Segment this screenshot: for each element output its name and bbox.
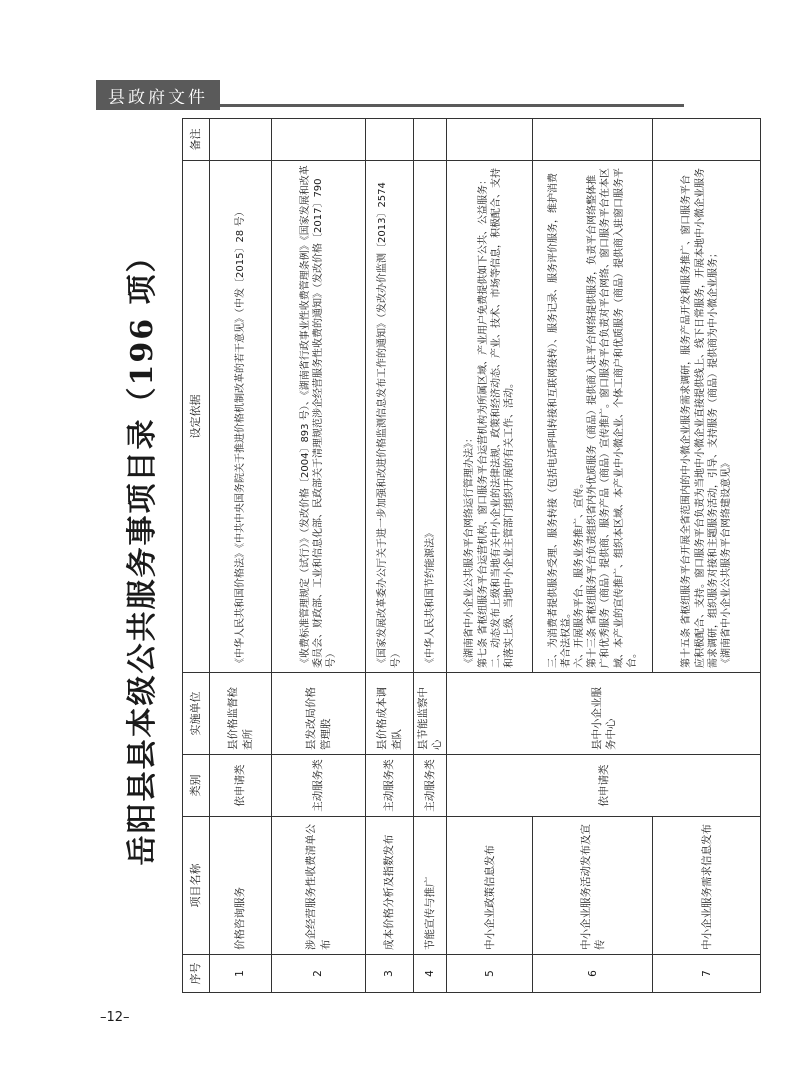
row-no: 3 (366, 955, 414, 993)
row-unit: 县中小企业服务中心 (447, 673, 761, 755)
basis-line: 《收费标准管理规定（试行）》（发改价格〔2004〕893 号）、《湖南省行政事业性收费管理条例》《国家发展和改革委员会、财政部、工业和信息化部、民政部关于清理规范涉企经营服务性收费的通知》（发改价格〔2017〕790 号） (299, 165, 338, 668)
row-remark (414, 119, 447, 161)
row-name: 成本价格分析及指数发布 (366, 817, 414, 955)
service-catalog-table (182, 118, 761, 993)
row-remark (653, 119, 761, 161)
basis-line: 《国家发展改革委办公厅关于进一步加强和改进价格监测信息发布工作的通知》（发改办价监测〔2013〕2574 号） (377, 182, 402, 668)
table-row (653, 119, 761, 993)
row-name: 中小企业服务活动发布及宣传 (533, 817, 653, 955)
col-header-basis: 设定依据 (183, 161, 210, 673)
row-category: 主动服务类 (272, 755, 366, 817)
table-row (366, 119, 414, 993)
basis-line: 《湖南省中小企业公共服务平台网络运行管理办法》： (464, 433, 476, 668)
row-basis (272, 161, 366, 673)
table-row (533, 119, 653, 993)
table-row (210, 119, 272, 993)
table-row (272, 119, 366, 993)
row-category: 主动服务类 (414, 755, 447, 817)
col-header-category: 类别 (183, 755, 210, 817)
row-remark (272, 119, 366, 161)
row-basis (447, 161, 533, 673)
table-row (414, 119, 447, 993)
table-header-row (183, 119, 210, 993)
row-no: 1 (210, 955, 272, 993)
row-remark (447, 119, 533, 161)
section-tag: 县政府文件 (96, 80, 220, 110)
row-basis (533, 161, 653, 673)
row-unit: 县价格监督检查所 (210, 673, 272, 755)
row-remark (366, 119, 414, 161)
basis-line: 二、动态发布上级和当地有关中小企业的法律法规、政策和经济动态、产业、技术、市场等信息，积极配合、支持和落实上级、当地中小企业主管部门组织开展的有关工作、活动。 (490, 168, 516, 668)
row-name: 中小企业服务需求信息发布 (653, 817, 761, 955)
row-no: 5 (447, 955, 533, 993)
row-unit: 县价格成本调查队 (366, 673, 414, 755)
basis-line: 《湖南省中小企业公共服务平台网络建设意见》 (721, 458, 733, 668)
row-no: 7 (653, 955, 761, 993)
col-header-unit: 实施单位 (183, 673, 210, 755)
row-basis (210, 161, 272, 673)
row-basis (366, 161, 414, 673)
basis-line: 《中华人民共和国价格法》《中共中央国务院关于推进价格机制改革的若干意见》（中发〔2015〕28 号） (234, 206, 246, 668)
rotated-table-page (96, 113, 733, 993)
row-unit: 县发改局价格管理股 (272, 673, 366, 755)
basis-line: 六、开展服务平台、服务业务推广、宣传。 (574, 478, 586, 668)
page-number: –12– (100, 1010, 130, 1025)
row-name: 涉企经营服务性收费清单公布 (272, 817, 366, 955)
row-remark (210, 119, 272, 161)
document-title: 岳阳县县本级公共服务事项目录（196 项） (125, 240, 160, 866)
basis-line: 第十五条 省枢纽服务平台开展全省范围内的中小微企业服务需求调研，服务产品开发和服务推广、窗口服务平台应积极配合、支持。窗口服务平台负责为当地中小微企业直接提供线上、线下日常服务，开展本地中小微企业服务需求调研，组织服务对接和主题服务活动，引导、支持服务（商品）提供商为中小微企业服务； (681, 168, 719, 668)
basis-line: 三、为消费者提供服务受理、服务转接（包括电话呼叫转接和互联网接转）、服务记录、服务评价服务，维护消费者合法权益。 (547, 173, 572, 668)
row-no: 2 (272, 955, 366, 993)
row-no: 4 (414, 955, 447, 993)
col-header-name: 项目名称 (183, 817, 210, 955)
table-row (447, 119, 533, 993)
row-basis (653, 161, 761, 673)
row-category: 主动服务类 (366, 755, 414, 817)
col-header-no: 序号 (183, 955, 210, 993)
col-header-remark: 备注 (183, 119, 210, 161)
row-category: 依申请类 (447, 755, 761, 817)
basis-line: 《中华人民共和国节约能源法》 (424, 528, 436, 668)
header-rule (96, 104, 684, 107)
row-name: 价格咨询服务 (210, 817, 272, 955)
row-basis (414, 161, 447, 673)
row-name: 中小企业政策信息发布 (447, 817, 533, 955)
basis-line: 第十三条 省枢纽服务平台负责组织省内外优质服务（商品）提供商入驻平台网络提供服务，负责平台网络整体推广和优秀服务（商品）提供商、服务产品（商品）宣传推广。窗口服务平台负责对平台网络、窗口服务平台在本区域、本产业的宣传推广、组织本区域、本产业中小微企业、个体工商户和优质服务（商品）提供商入驻窗口服务平台。 (587, 168, 638, 668)
basis-line: 第七条 省枢纽服务平台运营机构、窗口服务平台运营机构为所属区域、产业用户免费提供如下公共、公益服务： (477, 174, 489, 668)
row-category: 依申请类 (210, 755, 272, 817)
row-unit: 县节能监察中心 (414, 673, 447, 755)
row-remark (533, 119, 653, 161)
row-name: 节能宣传与推广 (414, 817, 447, 955)
row-no: 6 (533, 955, 653, 993)
